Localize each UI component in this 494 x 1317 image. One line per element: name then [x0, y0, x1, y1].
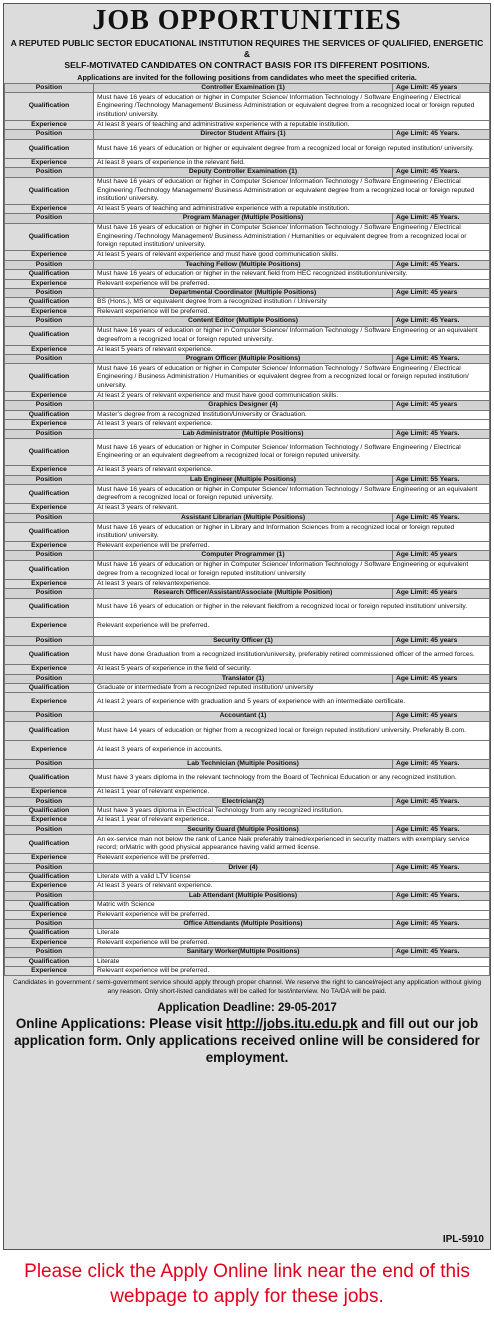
qualification-label: Qualification [5, 177, 94, 205]
position-label: Position [5, 797, 94, 806]
experience-label: Experience [5, 120, 94, 129]
qualification-text: Literate [94, 957, 490, 966]
position-name: Teaching Fellow (Multiple Positions) [94, 260, 393, 269]
positions-table [4, 83, 490, 976]
experience-row [5, 466, 490, 475]
position-row [5, 429, 490, 438]
experience-row [5, 120, 490, 129]
experience-text: At least 1 year of relevant experience. [94, 816, 490, 825]
age-limit: Age Limit: 55 Years. [393, 475, 490, 484]
qualification-label: Qualification [5, 806, 94, 815]
position-name: Program Manager (Multiple Positions) [94, 214, 393, 223]
position-label: Position [5, 712, 94, 721]
position-row [5, 551, 490, 560]
qualification-label: Qualification [5, 523, 94, 542]
jobs-link[interactable]: http://jobs.itu.edu.pk [225, 1015, 358, 1031]
qualification-row [5, 872, 490, 881]
experience-text: At least 3 years of relevant experience. [94, 420, 490, 429]
online-prefix: Online Applications: Please visit [15, 1015, 223, 1031]
position-row [5, 260, 490, 269]
qualification-label: Qualification [5, 326, 94, 345]
experience-label: Experience [5, 205, 94, 214]
qualification-row [5, 364, 490, 392]
qualification-row [5, 485, 490, 504]
position-label: Position [5, 636, 94, 645]
qualification-text: Matric with Science [94, 901, 490, 910]
qualification-row [5, 410, 490, 419]
experience-row [5, 391, 490, 400]
qualification-text: Must have 3 years diploma in the relevant technology from the Board of Technical Education or any recognized institution. [94, 769, 490, 788]
age-limit: Age Limit: 45 Years. [393, 891, 490, 900]
qualification-label: Qualification [5, 646, 94, 665]
experience-label: Experience [5, 882, 94, 891]
age-limit: Age Limit: 45 Years. [393, 317, 490, 326]
age-limit: Age Limit: 45 Years. [393, 513, 490, 522]
qualification-text: Must have 16 years of education or higher in Computer Science/ Information Technology / Software Engineering or an equivalent degreefrom a recognized local or foreign reputed university. [94, 326, 490, 345]
age-limit: Age Limit: 45 Years. [393, 429, 490, 438]
experience-row [5, 345, 490, 354]
experience-text: Relevant experience will be preferred. [94, 279, 490, 288]
qualification-label: Qualification [5, 223, 94, 251]
intro-text [4, 38, 490, 71]
qualification-row [5, 957, 490, 966]
experience-label: Experience [5, 279, 94, 288]
qualification-row [5, 598, 490, 617]
qualification-text: Must have done Graduation from a recognized institution/university, preferably retired commissioned officer of the armed forces. [94, 646, 490, 665]
age-limit: Age Limit: 45 Years. [393, 797, 490, 806]
qualification-label: Qualification [5, 364, 94, 392]
experience-row [5, 579, 490, 588]
experience-row [5, 910, 490, 919]
experience-row [5, 693, 490, 712]
position-name: Lab Attendant (Multiple Positions) [94, 891, 393, 900]
job-advertisement [3, 3, 491, 1250]
position-label: Position [5, 429, 94, 438]
age-limit: Age Limit: 45 Years. [393, 759, 490, 768]
experience-row [5, 307, 490, 316]
age-limit: Age Limit: 45 years [393, 712, 490, 721]
position-label: Position [5, 355, 94, 364]
position-row [5, 920, 490, 929]
position-name: Research Officer/Assistant/Associate (Multiple Position) [94, 589, 393, 598]
experience-label: Experience [5, 967, 94, 976]
position-name: Lab Administrator (Multiple Positions) [94, 429, 393, 438]
qualification-label: Qualification [5, 93, 94, 121]
position-label: Position [5, 674, 94, 683]
qualification-label: Qualification [5, 683, 94, 692]
experience-label: Experience [5, 740, 94, 759]
qualification-label: Qualification [5, 438, 94, 466]
position-name: Driver (4) [94, 863, 393, 872]
experience-row [5, 279, 490, 288]
position-name: Controller Examination (1) [94, 84, 393, 93]
qualification-row [5, 93, 490, 121]
deadline-date: 29-05-2017 [277, 1001, 337, 1014]
qualification-label: Qualification [5, 929, 94, 938]
position-row [5, 891, 490, 900]
qualification-label: Qualification [5, 139, 94, 158]
age-limit: Age Limit: 45 Years. [393, 130, 490, 139]
age-limit: Age Limit: 45 years [393, 401, 490, 410]
position-row [5, 355, 490, 364]
qualification-row [5, 806, 490, 815]
position-name: Office Attendants (Multiple Positions) [94, 920, 393, 929]
experience-label: Experience [5, 854, 94, 863]
qualification-row [5, 326, 490, 345]
position-row [5, 825, 490, 834]
position-row [5, 317, 490, 326]
intro-line-1: A REPUTED PUBLIC SECTOR EDUCATIONAL INSTITUTION REQUIRES THE SERVICES OF QUALIFIED, ENERGETIC & [10, 38, 484, 59]
experience-label: Experience [5, 542, 94, 551]
position-label: Position [5, 825, 94, 834]
experience-row [5, 205, 490, 214]
experience-label: Experience [5, 693, 94, 712]
experience-row [5, 617, 490, 636]
position-label: Position [5, 589, 94, 598]
intro-line-2: SELF-MOTIVATED CANDIDATES ON CONTRACT BASIS FOR ITS DIFFERENT POSITIONS. [64, 60, 430, 70]
experience-text: At least 3 years of relevant experience. [94, 882, 490, 891]
experience-row [5, 158, 490, 167]
age-limit: Age Limit: 45 Years. [393, 214, 490, 223]
age-limit: Age Limit: 45 years [393, 551, 490, 560]
experience-label: Experience [5, 938, 94, 947]
experience-text: At least 5 years of relevant experience and must have good communication skills. [94, 251, 490, 260]
qualification-text: Must have 16 years of education or higher in Computer Science/ Information Technology / Software Engineering / Electrical Engineering / Business Administration / Humanities or equivalent degree from a recognized local or foreign reputed institution/ university. [94, 364, 490, 392]
qualification-label: Qualification [5, 598, 94, 617]
ad-title: JOB OPPORTUNITIES [92, 5, 402, 36]
experience-row [5, 740, 490, 759]
qualification-row [5, 560, 490, 579]
position-row [5, 863, 490, 872]
position-name: Accountant (1) [94, 712, 393, 721]
position-name: Computer Programmer (1) [94, 551, 393, 560]
qualification-row [5, 901, 490, 910]
age-limit: Age Limit: 45 years [393, 84, 490, 93]
experience-text: Relevant experience will be preferred. [94, 307, 490, 316]
experience-row [5, 882, 490, 891]
experience-text: At least 1 year of relevant experience. [94, 788, 490, 797]
position-label: Position [5, 920, 94, 929]
experience-label: Experience [5, 466, 94, 475]
age-limit: Age Limit: 45 Years. [393, 825, 490, 834]
qualification-text: Must have 16 years of education or higher in the relevant field from HEC recognized institution/university. [94, 270, 490, 279]
qualification-text: Must have 16 years of education or higher in Computer Science/ Information Technology / Software Engineering / Electrical Engineering /Technology Management/ Business Administration or equivalent degree from a recognized local or foreign reputed institution/ university. [94, 177, 490, 205]
position-row [5, 130, 490, 139]
experience-label: Experience [5, 345, 94, 354]
experience-row [5, 967, 490, 976]
position-row [5, 513, 490, 522]
position-label: Position [5, 317, 94, 326]
qualification-row [5, 270, 490, 279]
experience-label: Experience [5, 158, 94, 167]
qualification-row [5, 683, 490, 692]
qualification-text: Must have 14 years of education or higher from a recognized local or foreign reputed institution/ university. Preferably B.com. [94, 721, 490, 740]
qualification-label: Qualification [5, 560, 94, 579]
age-limit: Age Limit: 45 Years. [393, 920, 490, 929]
experience-text: At least 3 years of relevantexperience. [94, 579, 490, 588]
age-limit: Age Limit: 45 Years. [393, 168, 490, 177]
position-name: Director Student Affairs (1) [94, 130, 393, 139]
experience-text: At least 2 years of experience with graduation and 5 years of experience with an intermediate certificate. [94, 693, 490, 712]
position-row [5, 797, 490, 806]
position-label: Position [5, 475, 94, 484]
position-label: Position [5, 401, 94, 410]
position-row [5, 948, 490, 957]
position-name: Assistant Librarian (Multiple Positions) [94, 513, 393, 522]
position-label: Position [5, 891, 94, 900]
age-limit: Age Limit: 45 Years. [393, 260, 490, 269]
position-label: Position [5, 863, 94, 872]
experience-text: At least 3 years of relevant. [94, 504, 490, 513]
experience-label: Experience [5, 788, 94, 797]
qualification-row [5, 835, 490, 854]
experience-text: At least 3 years of experience in accounts. [94, 740, 490, 759]
experience-text: At least 8 years of experience in the relevant field. [94, 158, 490, 167]
qualification-text: Graduate or intermediate from a recognized reputed institution/ university [94, 683, 490, 692]
position-name: Lab Engineer (Multiple Positions) [94, 475, 393, 484]
qualification-label: Qualification [5, 769, 94, 788]
position-row [5, 674, 490, 683]
experience-text: Relevant experience will be preferred. [94, 617, 490, 636]
position-name: Program Officer (Multiple Positions) [94, 355, 393, 364]
qualification-text: Must have 3 years diploma in Electrical Technology from any recognized institution. [94, 806, 490, 815]
qualification-text: Must have 16 years of education or higher in Computer Science/ Information Technology / Software Engineering / Electrical Engineering or an equivalent degreefrom a recognized local or foreign reputed university. [94, 438, 490, 466]
qualification-label: Qualification [5, 485, 94, 504]
age-limit: Age Limit: 45 Years. [393, 863, 490, 872]
qualification-label: Qualification [5, 298, 94, 307]
position-row [5, 401, 490, 410]
position-row [5, 589, 490, 598]
position-row [5, 712, 490, 721]
experience-text: At least 5 years of relevant experience. [94, 345, 490, 354]
experience-text: At least 5 years of teaching and administrative experience with a reputable institution. [94, 205, 490, 214]
position-label: Position [5, 260, 94, 269]
position-label: Position [5, 288, 94, 297]
position-name: Content Editor (Multiple Positions) [94, 317, 393, 326]
experience-text: Relevant experience will be preferred. [94, 542, 490, 551]
experience-row [5, 816, 490, 825]
experience-text: At least 2 years of relevant experience and must have good communication skills. [94, 391, 490, 400]
experience-text: Relevant experience will be preferred. [94, 854, 490, 863]
age-limit: Age Limit: 45 Years. [393, 355, 490, 364]
position-name: Translator (1) [94, 674, 393, 683]
online-suffix: and fill out our job application form. Only applications received online will be considered for employment. [14, 1015, 480, 1065]
experience-label: Experience [5, 420, 94, 429]
qualification-label: Qualification [5, 410, 94, 419]
age-limit: Age Limit: 45 Years. [393, 948, 490, 957]
experience-label: Experience [5, 391, 94, 400]
experience-label: Experience [5, 579, 94, 588]
experience-label: Experience [5, 816, 94, 825]
position-label: Position [5, 551, 94, 560]
qualification-text: Master’s degree from a recognized Institution/University or Graduation. [94, 410, 490, 419]
experience-label: Experience [5, 617, 94, 636]
position-name: Sanitary Worker(Multiple Positions) [94, 948, 393, 957]
experience-row [5, 938, 490, 947]
reference-code: IPL-5910 [442, 1234, 484, 1245]
experience-label: Experience [5, 251, 94, 260]
position-label: Position [5, 948, 94, 957]
position-label: Position [5, 168, 94, 177]
qualification-text: BS (Hons.), MS or equivalent degree from a recognized institution / University [94, 298, 490, 307]
position-label: Position [5, 759, 94, 768]
online-applications [4, 1015, 490, 1066]
qualification-text: Literate [94, 929, 490, 938]
qualification-text: Must have 16 years of education or higher in Computer Science/ Information Technology / Software Engineering or an equivalent degreefrom a recognized local or foreign reputed university. [94, 485, 490, 504]
position-label: Position [5, 214, 94, 223]
position-row [5, 475, 490, 484]
qualification-text: Must have 16 years of education or higher in Computer Science/ Information Technology / Software Engineering / Electrical Engineering /Technology Management/ Business Administration / Humanities or equivalent degree from a recognized local or foreign reputed institution/ university. [94, 223, 490, 251]
experience-text: Relevant experience will be preferred. [94, 967, 490, 976]
qualification-text: Must have 16 years of education or higher or equivalent degree from a recognized local or foreign reputed institution/ university. [94, 139, 490, 158]
qualification-row [5, 223, 490, 251]
qualification-row [5, 438, 490, 466]
qualification-label: Qualification [5, 835, 94, 854]
sub-intro: Applications are invited for the following positions from candidates who meet the specified criteria. [77, 73, 417, 82]
qualification-label: Qualification [5, 901, 94, 910]
position-label: Position [5, 130, 94, 139]
experience-row [5, 420, 490, 429]
position-name: Deputy Controller Examination (1) [94, 168, 393, 177]
age-limit: Age Limit: 45 years [393, 288, 490, 297]
age-limit: Age Limit: 45 years [393, 674, 490, 683]
apply-online-message: Please click the Apply Online link near the end of this webpage to apply for these jobs. [24, 1261, 470, 1307]
position-name: Lab Technician (Multiple Positions) [94, 759, 393, 768]
experience-text: Relevant experience will be preferred. [94, 938, 490, 947]
experience-row [5, 504, 490, 513]
qualification-row [5, 769, 490, 788]
experience-text: Relevant experience will be preferred. [94, 910, 490, 919]
position-row [5, 288, 490, 297]
position-row [5, 168, 490, 177]
qualification-label: Qualification [5, 270, 94, 279]
position-row [5, 84, 490, 93]
qualification-label: Qualification [5, 872, 94, 881]
qualification-row [5, 929, 490, 938]
experience-label: Experience [5, 910, 94, 919]
experience-row [5, 854, 490, 863]
qualification-text: An ex-service man not below the rank of Lance Naik preferably trained/experienced in security matters with exemplary service record; orMatric with good physical appearance having valid armed license. [94, 835, 490, 854]
qualification-text: Must have 16 years of education or higher in Computer Science/ Information Technology / Software Engineering or equivalent degree from a recognized local or foreign reputed institution/ university [94, 560, 490, 579]
position-name: Security Guard (Multiple Positions) [94, 825, 393, 834]
position-label: Position [5, 84, 94, 93]
qualification-row [5, 298, 490, 307]
experience-text: At least 3 years of relevant experience. [94, 466, 490, 475]
deadline [4, 1002, 490, 1015]
position-label: Position [5, 513, 94, 522]
experience-label: Experience [5, 307, 94, 316]
age-limit: Age Limit: 45 years [393, 636, 490, 645]
experience-row [5, 665, 490, 674]
qualification-text: Must have 16 years of education or higher in the relevant fieldfrom a recognized local or foreign reputed institution/ university. [94, 598, 490, 617]
experience-label: Experience [5, 665, 94, 674]
position-name: Departmental Coordinator (Multiple Positions) [94, 288, 393, 297]
experience-label: Experience [5, 504, 94, 513]
age-limit: Age Limit: 45 years [393, 589, 490, 598]
qualification-label: Qualification [5, 721, 94, 740]
qualification-text: Literate with a valid LTV license [94, 872, 490, 881]
qualification-row [5, 646, 490, 665]
application-note: Candidates in government / semi-government service should apply through proper channel. We reserve the right to cancel/reject any application without giving any reason. Only short-listed candidates will be called for test/interview. No TA/DA will be paid. [12, 979, 482, 996]
position-row [5, 759, 490, 768]
experience-row [5, 251, 490, 260]
position-row [5, 214, 490, 223]
qualification-row [5, 177, 490, 205]
qualification-row [5, 523, 490, 542]
qualification-text: Must have 16 years of education or higher in Computer Science/ Information Technology / Software Engineering / Electrical Engineering /Technology Management/ Business Administration or equivalent degree from a recognized local or foreign reputed institution/ university. [94, 93, 490, 121]
qualification-row [5, 139, 490, 158]
experience-row [5, 542, 490, 551]
position-name: Security Officer (1) [94, 636, 393, 645]
qualification-label: Qualification [5, 957, 94, 966]
qualification-row [5, 721, 490, 740]
position-row [5, 636, 490, 645]
experience-text: At least 5 years of experience in the field of security. [94, 665, 490, 674]
qualification-text: Must have 16 years of education or higher in Library and Information Sciences from a recognized local or foreign reputed institution/ university. [94, 523, 490, 542]
position-name: Electrician(2) [94, 797, 393, 806]
experience-row [5, 788, 490, 797]
deadline-label: Application Deadline: [157, 1001, 275, 1014]
experience-text: At least 8 years of teaching and administrative experience with a reputable institution. [94, 120, 490, 129]
position-name: Graphics Designer (4) [94, 401, 393, 410]
